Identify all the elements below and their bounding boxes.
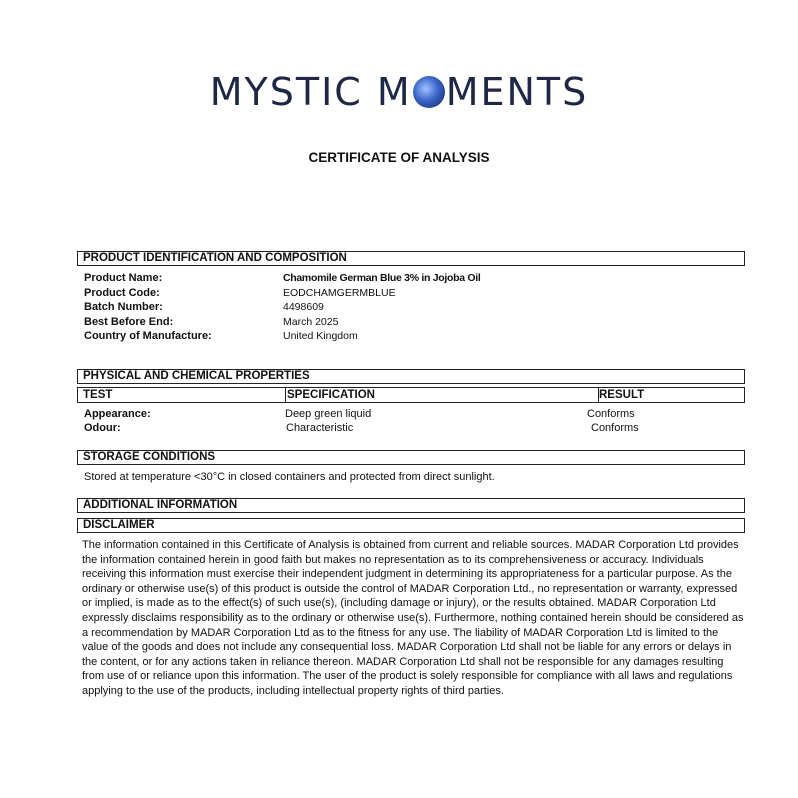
country-value: United Kingdom (283, 330, 358, 342)
product-code-label: Product Code: (84, 287, 160, 299)
odour-spec: Characteristic (286, 422, 354, 434)
best-before-label: Best Before End: (84, 316, 174, 328)
odour-result: Conforms (591, 422, 639, 434)
batch-number-value: 4498609 (283, 301, 324, 313)
document-title: CERTIFICATE OF ANALYSIS (308, 150, 490, 165)
brand-logo (0, 70, 798, 114)
best-before-value: March 2025 (283, 316, 339, 328)
properties-header-row (77, 387, 745, 403)
product-name-value: Chamomile German Blue 3% in Jojoba Oil (283, 272, 481, 284)
product-section-heading: PRODUCT IDENTIFICATION AND COMPOSITION (77, 251, 745, 266)
appearance-label: Appearance: (84, 408, 151, 420)
additional-section-heading: ADDITIONAL INFORMATION (77, 498, 745, 513)
product-code-value: EODCHAMGERMBLUE (283, 287, 396, 299)
country-label: Country of Manufacture: (84, 330, 212, 342)
physical-section-heading: PHYSICAL AND CHEMICAL PROPERTIES (77, 369, 745, 384)
moon-globe-icon (413, 76, 445, 108)
appearance-spec: Deep green liquid (285, 408, 372, 420)
disclaimer-section-heading: DISCLAIMER (77, 518, 745, 533)
col-test-header: TEST (83, 389, 113, 401)
storage-text: Stored at temperature <30°C in closed containers and protected from direct sunlight. (84, 471, 495, 483)
appearance-result: Conforms (587, 408, 635, 420)
storage-section-heading: STORAGE CONDITIONS (77, 450, 745, 465)
col-spec-divider (285, 388, 286, 402)
col-spec-header: SPECIFICATION (287, 389, 375, 401)
logo-text-right: MENTS (445, 70, 589, 114)
odour-label: Odour: (84, 422, 121, 434)
disclaimer-text: The information contained in this Certificate of Analysis is obtained from current and reliable sources. MADAR Corporation Ltd provides the information contained herein in good faith but makes no representation as to its comprehensiveness or accuracy. Individuals receiving this information must exercise their independent judgment in determining its appropriateness for a particular purpose. As the ordinary or otherwise use(s) of this product is outside the control of MADAR Corporation Ltd., no representation or warranty, expressed or implied, is made as to the effect(s) of such use(s), (including damage or injury), or the results obtained. MADAR Corporation Ltd expressly disclaims responsibility as to the ordinary or otherwise use(s). Furthermore, nothing contained herein should be considered as a recommendation by MADAR Corporation Ltd as to the fitness for any use. The liability of MADAR Corporation Ltd is limited to the value of the goods and does not include any consequential loss. MADAR Corporation Ltd shall not be liable for any errors or delays in the content, or for any actions taken in reliance thereon. MADAR Corporation Ltd shall not be responsible for any damages resulting from use of or reliance upon this information. The user of the product is solely responsible for compliance with all laws and regulations applying to the use of the products, including intellectual property rights of third parties. (82, 539, 744, 697)
logo-text-left: MYSTIC M (209, 70, 412, 114)
batch-number-label: Batch Number: (84, 301, 163, 313)
product-name-label: Product Name: (84, 272, 163, 284)
col-result-header: RESULT (599, 389, 645, 401)
